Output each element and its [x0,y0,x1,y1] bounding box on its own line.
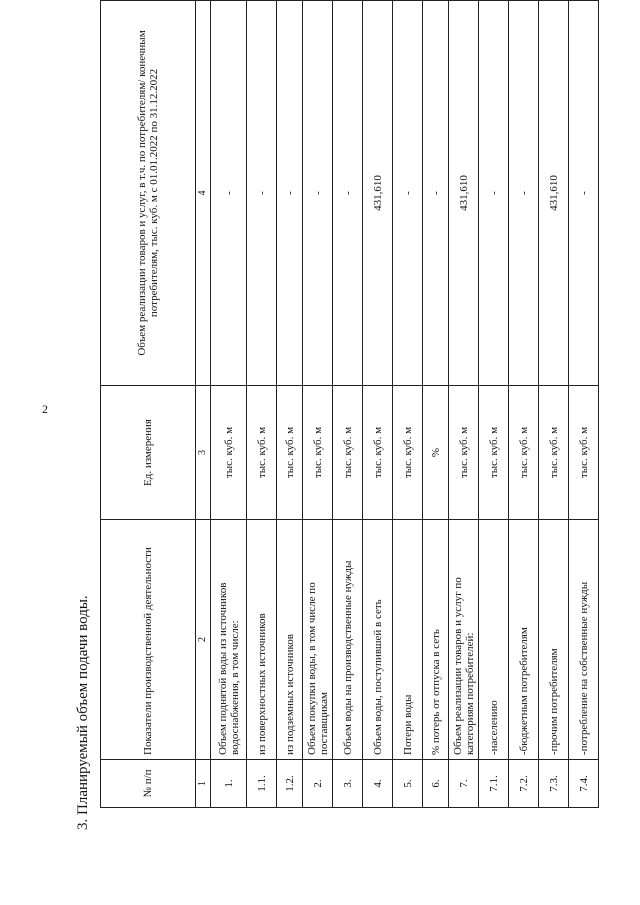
row-num: 2. [303,760,333,808]
row-indicator: -населению [479,520,509,760]
row-num: 6. [423,760,449,808]
row-unit: тыс. куб. м [333,386,363,520]
row-unit: тыс. куб. м [393,386,423,520]
row-unit: тыс. куб. м [449,386,479,520]
row-num: 7.1. [479,760,509,808]
table-row [303,1,333,808]
row-unit: тыс. куб. м [569,386,599,520]
row-indicator: Объем поднятой воды из источников водоснабжения, в том числе: [211,520,247,760]
header-num: № п/п [101,760,196,808]
row-unit: тыс. куб. м [479,386,509,520]
row-num: 1.2. [277,760,303,808]
row-num: 1. [211,760,247,808]
row-indicator: Объем реализации товаров и услуг по категориям потребителей: [449,520,479,760]
row-indicator: Объем воды, поступившей в сеть [363,520,393,760]
row-value: - [569,1,599,386]
row-unit: тыс. куб. м [247,386,277,520]
row-num: 4. [363,760,393,808]
table-header-row [101,1,196,808]
table-row [449,1,479,808]
row-num: 7.2. [509,760,539,808]
row-value: - [509,1,539,386]
row-num: 7.3. [539,760,569,808]
row-value: - [303,1,333,386]
table-row [333,1,363,808]
row-indicator: Объем воды на производственные нужды [333,520,363,760]
water-supply-plan-table [100,0,599,808]
row-indicator: Потери воды [393,520,423,760]
row-unit: тыс. куб. м [277,386,303,520]
row-unit: тыс. куб. м [539,386,569,520]
table-row [363,1,393,808]
row-unit: % [423,386,449,520]
table-row [479,1,509,808]
row-indicator: из подземных источников [277,520,303,760]
table-row [569,1,599,808]
table-row [247,1,277,808]
row-value: - [479,1,509,386]
row-num: 3. [333,760,363,808]
table-row [393,1,423,808]
header-unit: Ед. измерения [101,386,196,520]
column-index-4: 4 [196,1,211,386]
column-index-3: 3 [196,386,211,520]
column-index-2: 2 [196,520,211,760]
row-num: 7. [449,760,479,808]
row-value: - [211,1,247,386]
row-unit: тыс. куб. м [363,386,393,520]
row-value: 431,610 [539,1,569,386]
table-row [509,1,539,808]
table-row [277,1,303,808]
table-row [423,1,449,808]
section-title: 3. Планируемый объем подачи воды. [75,595,91,830]
row-indicator: из поверхностных источников [247,520,277,760]
row-indicator: -потребление на собственные нужды [569,520,599,760]
row-value: - [393,1,423,386]
page-number: 2 [42,402,48,416]
row-indicator: Объем покупки воды, в том числе по поставщикам [303,520,333,760]
row-value: - [247,1,277,386]
row-num: 5. [393,760,423,808]
table-row [539,1,569,808]
row-unit: тыс. куб. м [211,386,247,520]
table-row [211,1,247,808]
header-indicator: Показатели производственной деятельности [101,520,196,760]
row-unit: тыс. куб. м [509,386,539,520]
row-indicator: -прочим потребителям [539,520,569,760]
row-num: 7.4. [569,760,599,808]
row-value: - [277,1,303,386]
row-indicator: % потерь от отпуска в сеть [423,520,449,760]
row-indicator: -бюджетным потребителям [509,520,539,760]
column-index-row [196,1,211,808]
row-num: 1.1. [247,760,277,808]
column-index-1: 1 [196,760,211,808]
row-unit: тыс. куб. м [303,386,333,520]
row-value: 431,610 [449,1,479,386]
header-volume: Объем реализации товаров и услуг, в т.ч. по потребителям/ конечным потребителям, тыс. куб. м с 01.01.2022 по 31.12.2022 [101,1,196,386]
row-value: - [333,1,363,386]
row-value: 431,610 [363,1,393,386]
row-value: - [423,1,449,386]
